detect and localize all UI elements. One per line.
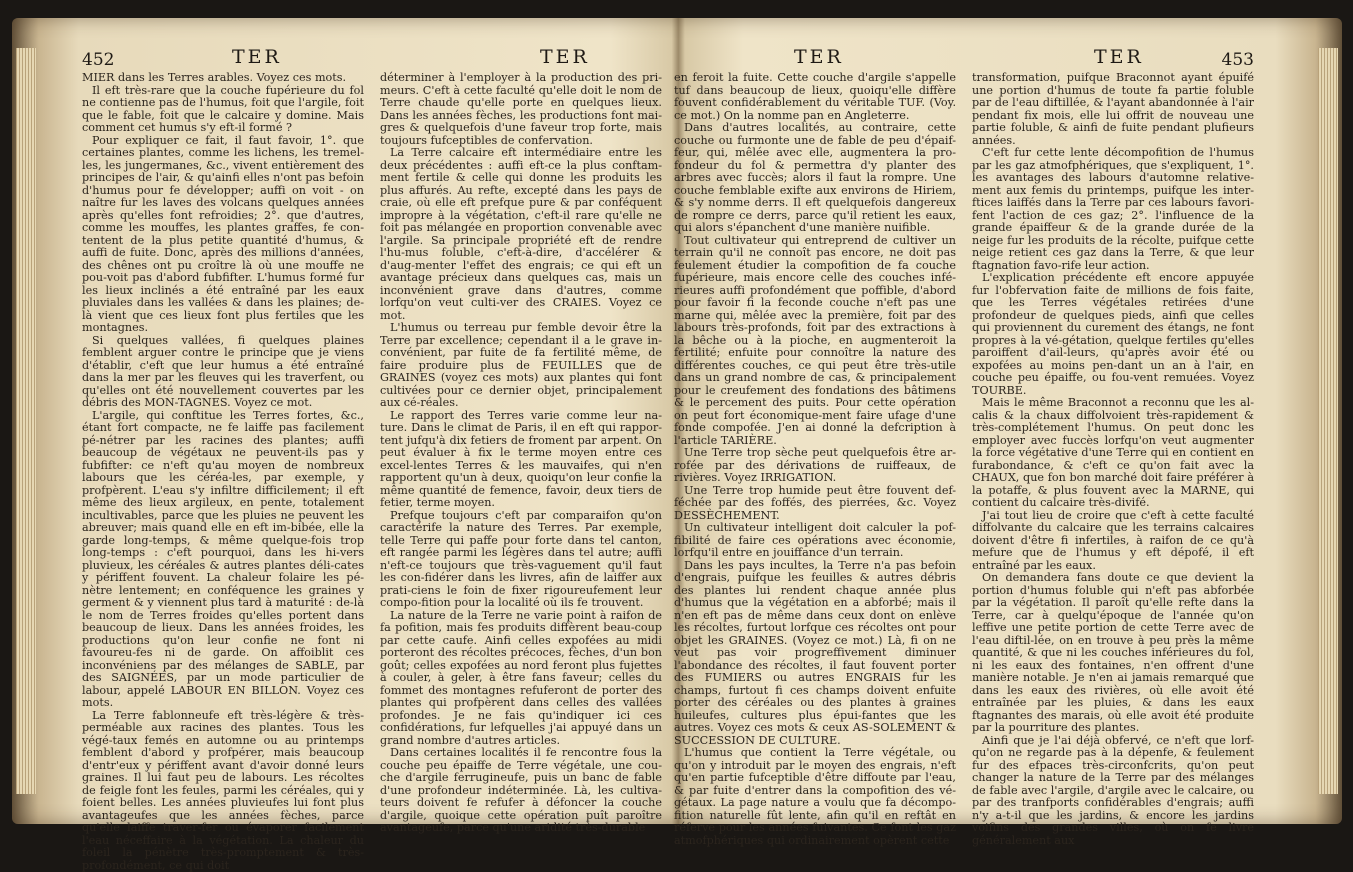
- paragraph: Prefque toujours c'eft par comparaifon qu'on caractérife la nature des Terres. Par exemple, telle Terre qui paffe pour forte dans tel canton, eft rangée parmi les légères dans tel autre; auffi n'eft-ce toujours que très-vaguement qu'il faut les con-fidérer dans les livres, afin de laiffer aux prati-ciens le foin de fixer rigoureufement leur compo-fition pour la localité où ils fe trouvent.: [380, 510, 662, 610]
- paragraph: Le rapport des Terres varie comme leur na-ture. Dans le climat de Paris, il en eft qui rappor-tent jufqu'à dix fetiers de froment par arpent. On peut évaluer à fix le terme moyen entre ces excel-lentes Terres & les mauvaifes, qui n'en rapportent qu'un à deux, quoiqu'on leur confie la même quantité de femence, favoir, deux tiers de fetier, terme moyen.: [380, 410, 662, 510]
- paragraph: J'ai tout lieu de croire que c'eft à cette faculté diffolvante du calcaire que les terrains calcaires doivent d'être fi infertiles, à raifon de ce qu'à mefure que de l'humus y eft dépofé, il eft entraîné par les eaux.: [972, 510, 1254, 573]
- running-head-left: TER: [232, 46, 282, 68]
- page-edges-left: [16, 48, 36, 794]
- right-page-column-2: [972, 72, 1254, 774]
- paragraph: L'humus que contient la Terre végétale, ou qu'on y introduit par le moyen des engrais, n'eft qu'en partie fufceptible d'être diffoute par l'eau, & par fuite d'entrer dans la compofition des vé-gétaux. La page nature a voulu que fa décompo-fition naturelle fût lente, afin qu'il en reftât en réferve pour les années fuivantes. Ce font les gaz atmofphériques qui ordinairement opèrent cette: [674, 747, 956, 847]
- page-number: 452: [82, 50, 114, 70]
- paragraph: L'humus ou terreau pur femble devoir être la Terre par excellence; cependant il a le grave in-convénient, par fuite de fa fertilité même, de faire produire plus de FEUILLES que de GRAINES (voyez ces mots) aux plantes qui font cultivées pour ce dernier objet, principalement aux cé-réales.: [380, 322, 662, 410]
- paragraph: MIER dans les Terres arables. Voyez ces mots.: [82, 72, 364, 85]
- paragraph: Tout cultivateur qui entreprend de cultiver un terrain qu'il ne connoît pas encore, ne doit pas feulement étudier la compofition de fa couche fupérieure, mais encore celle des couches infé-rieures auffi profondément que poffible, d'abord pour favoir fi la feconde couche n'eft pas une marne qui, mêlée avec la première, foit par des labours très-profonds, foit par des extractions à la bêche ou à la pioche, en augmenteroit la fertilité; enfuite pour connoître la nature des différentes couches, ce qui peut être très-utile dans un grand nombre de cas, & principalement pour le creufement des fondations des bâtimens & le percement des puits. Pour cette opération on peut fort économique-ment faire ufage d'une fonde compofée. J'en ai donné la defcription à l'article TARIÈRE.: [674, 235, 956, 448]
- right-page: [674, 44, 1254, 774]
- paragraph: déterminer à l'employer à la production des pri-meurs. C'eft à cette faculté qu'elle doit le nom de Terre chaude qu'elle porte en quelques lieux. Dans les années fèches, les productions font mai-gres & quelquefois d'une faveur trop forte, mais toujours fufceptibles de confervation.: [380, 72, 662, 147]
- left-page-header: [82, 44, 662, 74]
- paragraph: La Terre fablonneufe eft très-légère & très-perméable aux racines des plantes. Tous les végé-taux femés en automne ou au printemps femblent d'abord y profpérer, mais beaucoup d'entr'eux y périffent avant d'avoir donné leurs graines. Il lui faut peu de labours. Les récoltes de feigle font les feules, parmi les céréales, qui y foient belles. Les années pluvieufes lui font plus avantageufes que les années fèches, parce qu'elle laiffe traver-fer ou évaporer facilement l'eau néceffaire à la végétation. La chaleur du foleil la pénètre très-promptement & très-profondément, ce qui doit: [82, 710, 364, 872]
- paragraph: Une Terre trop sèche peut quelquefois être ar-rofée par des dérivations de ruiffeaux, de rivières. Voyez IRRIGATION.: [674, 447, 956, 485]
- paragraph: Un cultivateur intelligent doit calculer la pof-fibilité de faire ces opérations avec économie, lorfqu'il entre en jouiffance d'un terrain.: [674, 522, 956, 560]
- paragraph: Dans certaines localités il fe rencontre fous la couche peu épaiffe de Terre végétale, une cou-che d'argile ferrugineufe, puis un banc de fable d'une profondeur indéterminée. Là, les cultiva-teurs doivent fe refufer à défoncer la couche d'argile, quoique cette opération puît paroître avantageufe, parce qu'une aridité très-durable: [380, 747, 662, 835]
- paragraph: Pour expliquer ce fait, il faut favoir, 1°. que certaines plantes, comme les lichens, les tremel-les, les jungermanes, &c., vivent entièrement des principes de l'air, & qu'ainfi elles n'ont pas befoin d'humus pour fe développer; auffi on voit - on naître fur les laves des volcans quelques années après qu'elles font refroidies; 2°. que d'autres, comme les mouffes, les plantes graffes, fe con-tentent de la plus petite quantité d'humus, & auffi de fuite. Donc, après des millions d'années, des chênes ont pu croître là où une mouffe ne pou-voit pas d'abord fubfifter. L'humus formé fur les lieux inclinés a été entraîné par les eaux pluviales dans les vallées & dans les plaines; de-là vient que ces lieux font plus fertiles que les montagnes.: [82, 135, 364, 335]
- running-head-right: TER: [540, 46, 590, 68]
- right-page-header: [674, 44, 1254, 74]
- right-page-column-1: [674, 72, 956, 774]
- paragraph: transformation, puifque Braconnot ayant épuifé une portion d'humus de toute fa partie foluble par de l'eau diftillée, & l'ayant abandonnée à l'air pendant fix mois, elle lui offrit de nouveau une partie foluble, & ainfi de fuite pendant plufieurs années.: [972, 72, 1254, 147]
- paragraph: On demandera fans doute ce que devient la portion d'humus foluble qui n'eft pas abforbée par la végétation. Il paroît qu'elle refte dans la Terre, car à quelqu'époque de l'année qu'on leffive une petite portion de cette Terre avec de l'eau diftil-lée, on en trouve à peu près la même quantité, & que ni les couches inférieures du fol, ni les eaux des fontaines, n'en offrent d'une manière notable. Je n'en ai jamais remarqué que dans les eaux des rivières, où elle avoit été entraînée par les pluies, & dans les eaux ftagnantes des marais, où elle avoit été produite par la pourriture des plantes.: [972, 572, 1254, 735]
- paragraph: Dans d'autres localités, au contraire, cette couche ou furmonte une de fable de peu d'épaif-feur, qui, mêlée avec elle, augmentera la pro-fondeur du fol & permettra d'y planter des arbres avec fuccès; alors il faut la rompre. Une couche femblable exifte aux environs de Hiriem, & s'y nomme derrs. Il eft quelquefois dangereux de rompre ce derrs, parce qu'il retient les eaux, qui alors s'épanchent d'une manière nuifible.: [674, 122, 956, 235]
- paragraph: Une Terre trop humide peut être fouvent def-féchée par des foffés, des pierrées, &c. Voyez DESSÈCHEMENT.: [674, 485, 956, 523]
- running-head-left: TER: [794, 46, 844, 68]
- paragraph: Ainfi que je l'ai déjà obfervé, ce n'eft que lorf-qu'on ne regarde pas à la dépenfe, & feulement fur des efpaces très-circonfcrits, qu'on peut changer la nature de la Terre par des mélanges de fable avec l'argile, d'argile avec le calcaire, ou par des tranfports confidérables d'engrais; auffi n'y a-t-il que les jardins, & encore les jardins voifins des grandes villes, où on fe livre généralement aux: [972, 735, 1254, 848]
- paragraph: Si quelques vallées, fi quelques plaines femblent arguer contre le principe que je viens d'établir, c'eft que leur humus a été entraîné dans la mer par les fleuves qui les traverfent, ou qu'elles ont été nouvellement couvertes par les débris des MON-TAGNES. Voyez ce mot.: [82, 335, 364, 410]
- paragraph: Mais le même Braconnot a reconnu que les al-calis & la chaux diffolvoient très-rapidement & très-complétement l'humus. On peut donc les employer avec fuccès lorfqu'on veut augmenter la force végétative d'une Terre qui en contient en furabondance, & c'eft ce qu'on fait avec la CHAUX, que fon bon marché doit faire préférer à la potaffe, & plus fouvent avec la MARNE, qui contient du calcaire très-divifé.: [972, 397, 1254, 510]
- paragraph: Il eft très-rare que la couche fupérieure du fol ne contienne pas de l'humus, foit que l'argile, foit que le fable, foit que le calcaire y domine. Mais comment cet humus s'y eft-il formé ?: [82, 85, 364, 135]
- paragraph: C'eft fur cette lente décompofition de l'humus par les gaz atmofphériques, que s'expliquent, 1°. les avantages des labours d'automne relative-ment aux femis du printemps, puifque les inter-ftices laiffés dans la Terre par ces labours favori-fent l'action de ces gaz; 2°. l'influence de la grande épaiffeur & de la grande durée de la neige fur les produits de la récolte, puifque cette neige retient ces gaz dans la Terre, & que leur ftagnation favo-rife leur action.: [972, 147, 1254, 272]
- page-number: 453: [1222, 50, 1254, 70]
- left-page-column-1: [82, 72, 364, 774]
- paragraph: en feroit la fuite. Cette couche d'argile s'appelle tuf dans beaucoup de lieux, quoiqu'elle diffère fouvent confidérablement du véritable TUF. (Voy. ce mot.) On la nomme pan en Angleterre.: [674, 72, 956, 122]
- paragraph: L'argile, qui conftitue les Terres fortes, &c., étant fort compacte, ne fe laiffe pas facilement pé-nétrer par les racines des plantes; auffi beaucoup de végétaux ne peuvent-ils pas y fubfifter: ce n'eft qu'au moyen de nombreux labours que les céréa-les, par exemple, y profpèrent. L'eau s'y infiltre difficilement; il eft même des lieux argileux, en pente, totalement incultivables, parce que les pluies ne peuvent les abreuver; mais quand elle en eft im-bibée, elle la garde long-temps, & même quelque-fois trop long-temps : c'eft pourquoi, dans les hi-vers pluvieux, les céréales & autres plantes déli-cates y périffent fouvent. La chaleur folaire les pé-nètre lentement; en conféquence les graines y germent & y viennent plus tard à maturité : de-là le nom de Terres froides qu'elles portent dans beaucoup de lieux. Dans les années froides, les productions qu'on leur confie ne font ni favoureu-fes ni de garde. On affoiblit ces inconvéniens par des mélanges de SABLE, par des SAIGNÉES, par un mode particulier de labour, appelé LABOUR EN BILLON. Voyez ces mots.: [82, 410, 364, 710]
- paragraph: Dans les pays incultes, la Terre n'a pas befoin d'engrais, puifque les feuilles & autres débris des plantes lui rendent chaque année plus d'humus que la végétation en a abforbé; mais il n'en eft pas de même dans ceux dont on enlève les récoltes, furtout lorfque ces récoltes ont pour objet les GRAINES. (Voyez ce mot.) Là, fi on ne veut pas voir progreffivement diminuer l'abondance des récoltes, il faut fouvent porter des FUMIERS ou autres ENGRAIS fur les champs, furtout fi ces champs doivent enfuite porter des céréales ou des plantes à graines huileufes, cultures plus épui-fantes que les autres. Voyez ces mots & ceux AS-SOLEMENT & SUCCESSION DE CULTURE.: [674, 560, 956, 748]
- left-page: [82, 44, 662, 774]
- running-head-right: TER: [1094, 46, 1144, 68]
- paragraph: L'explication précédente eft encore appuyée fur l'obfervation faite de millions de fois faite, que les Terres végétales retirées d'une profondeur de quelques pieds, ainfi que celles qui proviennent du curement des étangs, ne font propres à la vé-gétation, quelque fertiles qu'elles paroiffent d'ail-leurs, qu'après avoir été ou expofées au moins pen-dant un an à l'air, en couche peu épaiffe, ou fou-vent remuées. Voyez TOURBE.: [972, 272, 1254, 397]
- left-page-column-2: [380, 72, 662, 774]
- paragraph: La nature de la Terre ne varie point à raifon de fa pofition, mais fes produits diffèrent beau-coup par cette caufe. Ainfi celles expofées au midi porteront des récoltes précoces, fèches, d'un bon goût; celles expofées au nord feront plus fujettes à couler, à geler, à être fans faveur; celles du fommet des montagnes refuferont de porter des plantes qui profpèrent dans celles des vallées profondes. Je ne fais qu'indiquer ici ces confidérations, fur lefquelles j'ai appuyé dans un grand nombre d'autres articles.: [380, 610, 662, 748]
- page-edges-right: [1318, 48, 1338, 794]
- paragraph: La Terre calcaire eft intermédiaire entre les deux précédentes : auffi eft-ce la plus conftam-ment fertile & celle qui donne les produits les plus affurés. Au refte, excepté dans les pays de craie, où elle eft prefque pure & par conféquent impropre à la végétation, c'eft-il rare qu'elle ne foit pas mélangée en proportion convenable avec l'argile. Sa principale propriété eft de rendre l'hu-mus foluble, c'eft-à-dire, d'accélérer & d'aug-menter l'effet des engrais; ce qui eft un avantage précieux dans quelques cas, mais un inconvénient grave dans d'autres, comme lorfqu'on veut culti-ver des CRAIES. Voyez ce mot.: [380, 147, 662, 322]
